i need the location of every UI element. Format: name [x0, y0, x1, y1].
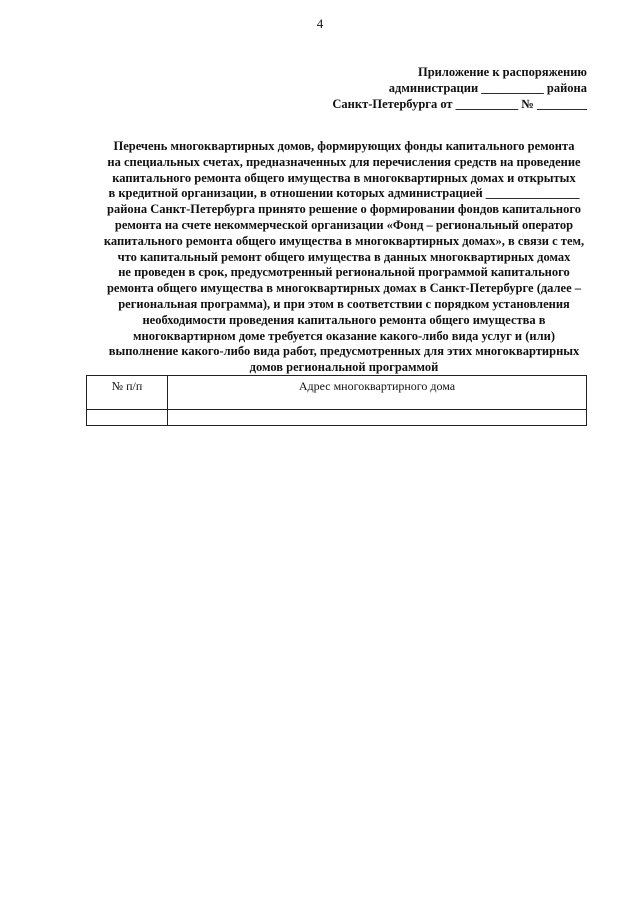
title-line: не проведен в срок, предусмотренный региональной программой капитального: [118, 265, 570, 280]
title-line: региональная программа), и при этом в соответствии с порядком установления: [118, 296, 570, 311]
title-line: капитального ремонта общего имущества в многоквартирных домах», в связи с тем,: [103, 233, 585, 248]
title-line: Перечень многоквартирных домов, формирующих фонды капитального ремонта: [113, 139, 575, 153]
header-address: Адрес многоквартирного дома: [168, 376, 587, 410]
page-number: 4: [316, 16, 324, 31]
appendix-line-3: Санкт-Петербурга от __________ № ________: [332, 97, 587, 111]
title-line: капитального ремонта общего имущества в многоквартирных домах и открытых: [112, 170, 576, 185]
title-line: ремонта общего имущества в многоквартирных домах в Санкт-Петербурге (далее –: [106, 281, 582, 296]
title-line: домов региональной программой: [249, 360, 439, 375]
address-table: [86, 375, 587, 426]
title-line: ремонта на счете некоммерческой организации «Фонд – региональный оператор: [114, 217, 574, 232]
document-title: [84, 139, 604, 376]
header-number: № п/п: [87, 376, 168, 410]
appendix-line-2: администрации __________ района: [388, 81, 587, 95]
appendix-line-1: Приложение к распоряжению: [417, 65, 587, 79]
cell-address: [168, 410, 587, 426]
table-header-row: [87, 376, 587, 410]
title-line: на специальных счетах, предназначенных для перечисления средств на проведение: [107, 154, 581, 169]
title-line: выполнение какого-либо вида работ, предусмотренных для этих многоквартирных: [108, 344, 580, 359]
title-line: района Санкт-Петербурга принято решение о формировании фондов капитального: [107, 202, 581, 217]
cell-number: [87, 410, 168, 426]
title-line: что капитальный ремонт общего имущества в данных многоквартирных домах: [117, 249, 571, 264]
title-line: многоквартирном доме требуется оказание какого-либо вида услуг и (или): [132, 328, 555, 343]
title-line: в кредитной организации, в отношении которых администрацией _______________: [108, 186, 580, 201]
table-row: [87, 410, 587, 426]
appendix-header: [267, 64, 587, 112]
title-line: необходимости проведения капитального ремонта общего имущества в: [142, 312, 546, 327]
